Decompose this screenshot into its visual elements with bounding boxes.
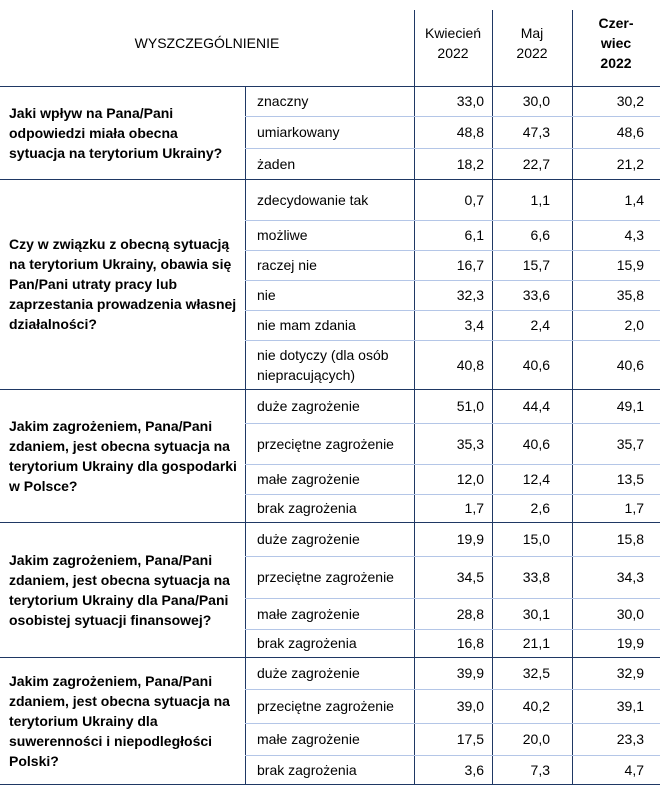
question-cell: Jakim zagrożeniem, Pana/Pani zdaniem, jest obecna sytuacja na terytorium Ukrainy dla suwerenności i niepodległości Polski?: [9, 672, 230, 769]
header-may-2022: Maj 2022: [516, 25, 548, 61]
value-cell: 48,6: [616, 124, 644, 140]
answer-cell: przeciętne zagrożenie: [257, 569, 394, 585]
value-cell: 1,4: [624, 191, 644, 208]
value-cell: 34,5: [456, 569, 484, 585]
value-cell: 20,0: [522, 731, 550, 747]
value-cell: 33,0: [456, 93, 484, 109]
answer-cell: brak zagrożenia: [257, 761, 357, 778]
value-cell: 40,8: [456, 356, 484, 373]
question-cell: Czy w związku z obecną sytuacją na terytorium Ukrainy, obawia się Pan/Pani utraty pracy lub zaprzestania prowadzenia własnej działalności?: [9, 236, 237, 332]
value-cell: 2,0: [624, 317, 644, 333]
value-cell: 35,8: [616, 287, 644, 303]
answer-cell: brak zagrożenia: [257, 500, 357, 516]
value-cell: 23,3: [616, 731, 644, 747]
value-cell: 15,9: [616, 257, 644, 273]
question-cell: Jakim zagrożeniem, Pana/Pani zdaniem, jest obecna sytuacja na terytorium Ukrainy dla gospodarki w Polsce?: [9, 417, 237, 494]
value-cell: 33,6: [522, 287, 550, 303]
value-cell: 28,8: [456, 605, 484, 622]
value-cell: 3,4: [464, 317, 484, 333]
answer-cell: przeciętne zagrożenie: [257, 698, 394, 714]
header-april-2022: Kwiecień 2022: [424, 25, 482, 61]
value-cell: 51,0: [456, 398, 484, 414]
answer-cell: znaczny: [257, 93, 309, 109]
value-cell: 35,7: [616, 435, 644, 452]
value-cell: 2,6: [530, 500, 550, 516]
value-cell: 21,2: [616, 155, 644, 172]
value-cell: 22,7: [522, 155, 550, 172]
value-cell: 33,8: [522, 569, 550, 585]
value-cell: 2,4: [530, 317, 550, 333]
answer-cell: umiarkowany: [257, 124, 340, 140]
value-cell: 15,0: [522, 531, 550, 547]
answer-cell: duże zagrożenie: [257, 398, 360, 414]
value-cell: 12,0: [456, 471, 484, 487]
header-label: WYSZCZEGÓLNIENIE: [134, 35, 280, 51]
answer-cell: brak zagrożenia: [257, 635, 357, 651]
value-cell: 19,9: [456, 531, 484, 547]
value-cell: 17,5: [456, 731, 484, 747]
value-cell: 49,1: [616, 398, 644, 414]
answer-cell: małe zagrożenie: [257, 731, 360, 747]
value-cell: 39,9: [456, 665, 484, 681]
value-cell: 16,7: [456, 257, 484, 273]
value-cell: 15,7: [522, 257, 550, 273]
answer-cell: duże zagrożenie: [257, 531, 360, 547]
value-cell: 48,8: [456, 124, 484, 140]
answer-cell: przeciętne zagrożenie: [257, 435, 394, 452]
answer-cell: nie mam zdania: [257, 317, 356, 333]
table-bottom-line: [0, 784, 660, 785]
value-cell: 39,0: [456, 698, 484, 714]
value-cell: 40,2: [522, 698, 550, 714]
value-cell: 40,6: [616, 356, 644, 373]
value-cell: 15,8: [616, 531, 644, 547]
question-cell: Jakim zagrożeniem, Pana/Pani zdaniem, jest obecna sytuacja na terytorium Ukrainy dla Pana/Pani osobistej sytuacji finansowej?: [9, 551, 230, 628]
value-cell: 47,3: [522, 124, 550, 140]
value-cell: 4,3: [624, 227, 644, 243]
answer-cell: duże zagrożenie: [257, 665, 360, 681]
value-cell: 32,9: [616, 665, 644, 681]
value-cell: 13,5: [616, 471, 644, 487]
value-cell: 3,6: [464, 761, 484, 778]
value-cell: 30,1: [522, 605, 550, 622]
value-cell: 40,6: [522, 356, 550, 373]
value-cell: 18,2: [456, 155, 484, 172]
value-cell: 30,0: [522, 93, 550, 109]
value-cell: 21,1: [522, 635, 550, 651]
answer-cell: nie dotyczy (dla osób niepracujących): [257, 346, 389, 383]
answer-cell: możliwe: [257, 227, 308, 243]
question-cell: Jaki wpływ na Pana/Pani odpowiedzi miała obecna sytuacja na terytorium Ukrainy?: [9, 104, 223, 161]
value-cell: 1,7: [624, 500, 644, 516]
value-cell: 40,6: [522, 435, 550, 452]
value-cell: 19,9: [616, 635, 644, 651]
value-cell: 6,6: [530, 227, 550, 243]
value-cell: 34,3: [616, 569, 644, 585]
answer-cell: nie: [257, 287, 276, 303]
answer-cell: żaden: [257, 155, 296, 172]
value-cell: 1,1: [530, 191, 550, 208]
value-cell: 35,3: [456, 435, 484, 452]
value-cell: 7,3: [530, 761, 550, 778]
value-cell: 30,0: [616, 605, 644, 622]
value-cell: 32,3: [456, 287, 484, 303]
value-cell: 30,2: [616, 93, 644, 109]
value-cell: 44,4: [522, 398, 550, 414]
value-cell: 6,1: [464, 227, 484, 243]
value-cell: 39,1: [616, 698, 644, 714]
value-cell: 4,7: [624, 761, 644, 778]
value-cell: 0,7: [464, 191, 484, 208]
header-june-2022: Czer-wiec 2022: [598, 15, 634, 71]
value-cell: 1,7: [464, 500, 484, 516]
value-cell: 32,5: [522, 665, 550, 681]
answer-cell: małe zagrożenie: [257, 471, 360, 487]
answer-cell: raczej nie: [257, 257, 317, 273]
answer-cell: małe zagrożenie: [257, 605, 360, 622]
value-cell: 12,4: [522, 471, 550, 487]
answer-cell: zdecydowanie tak: [257, 191, 369, 208]
value-cell: 16,8: [456, 635, 484, 651]
